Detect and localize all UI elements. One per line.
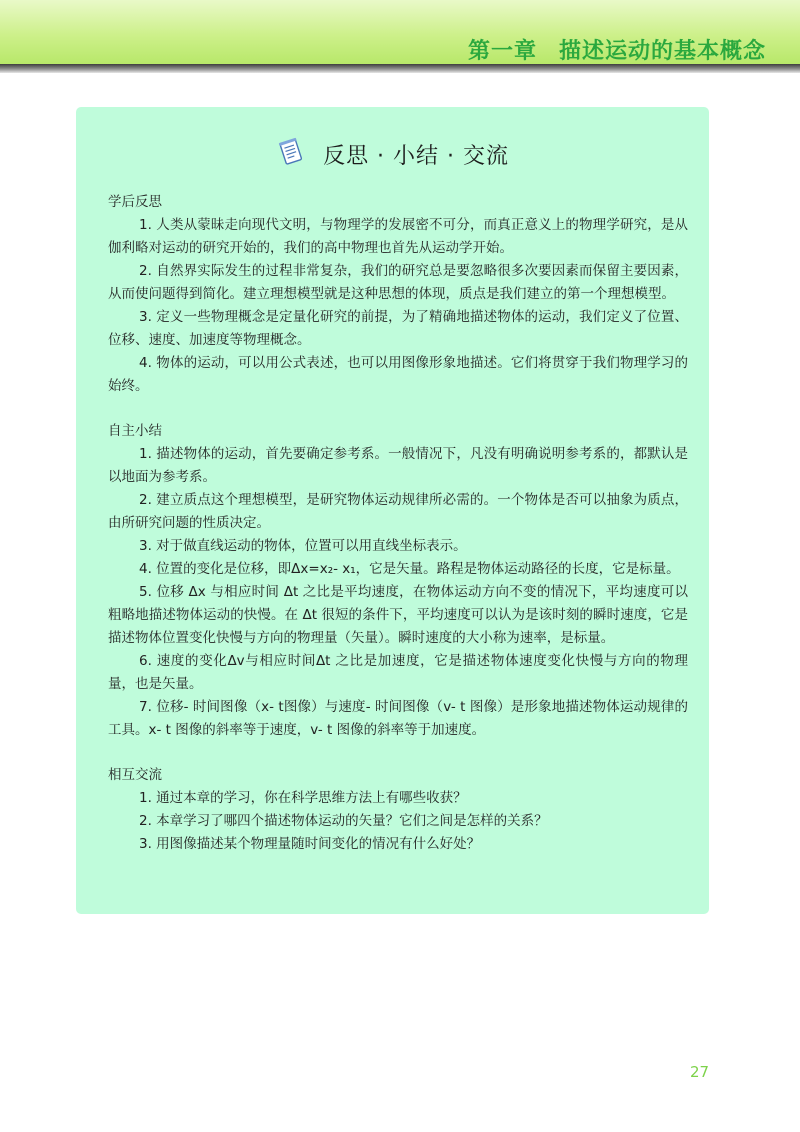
summary-paragraph: 3. 对于做直线运动的物体，位置可以用直线坐标表示。 [139, 538, 467, 554]
panel-title: 反思 · 小结 · 交流 [323, 143, 510, 169]
summary-paragraph: 1. 描述物体的运动，首先要确定参考系。一般情况下，凡没有明确说明参考系的，都默认是以地面为参考系。 [108, 446, 688, 485]
summary-paragraph: 4. 位置的变化是位移，即Δx=x₂- x₁，它是矢量。路程是物体运动路径的长度，它是标量。 [139, 561, 680, 577]
exchange-question: 1. 通过本章的学习，你在科学思维方法上有哪些收获？ [139, 790, 467, 806]
page-number: 27 [690, 1063, 710, 1081]
exchange-question: 3. 用图像描述某个物理量随时间变化的情况有什么好处？ [139, 836, 481, 852]
header-shadow-divider [0, 64, 800, 73]
notepad-icon [276, 137, 308, 171]
chapter-number: 第一章 [467, 39, 537, 64]
reflection-paragraph: 1. 人类从蒙昧走向现代文明，与物理学的发展密不可分，而真正意义上的物理学研究，是从伽利略对运动的研究开始的，我们的高中物理也首先从运动学开始。 [108, 217, 688, 256]
reflection-paragraph: 4. 物体的运动，可以用公式表述，也可以用图像形象地描述。它们将贯穿于我们物理学习的始终。 [108, 355, 688, 394]
reflection-paragraph: 2. 自然界实际发生的过程非常复杂，我们的研究总是要忽略很多次要因素而保留主要因素，从而使问题得到简化。建立理想模型就是这种思想的体现，质点是我们建立的第一个理想模型。 [108, 263, 688, 302]
summary-paragraph: 5. 位移 Δx 与相应时间 Δt 之比是平均速度，在物体运动方向不变的情况下，平均速度可以粗略地描述物体运动的快慢。在 Δt 很短的条件下，平均速度可以认为是该时刻的瞬时速度，它是描述物体位置变化快慢与方向的物理量（矢量）。瞬时速度的大小称为速率，是标量。 [108, 584, 688, 646]
summary-paragraph: 6. 速度的变化Δv与相应时间Δt 之比是加速度，它是描述物体速度变化快慢与方向的物理量，也是矢量。 [108, 653, 688, 692]
panel-content [108, 191, 688, 856]
panel-header [76, 137, 709, 171]
summary-paragraph: 7. 位移- 时间图像（x- t图像）与速度- 时间图像（v- t 图像）是形象地描述物体运动规律的工具。x- t 图像的斜率等于速度，v- t 图像的斜率等于加速度。 [108, 699, 688, 738]
section-title-reflection: 学后反思 [108, 194, 162, 210]
chapter-name: 描述运动的基本概念 [558, 39, 766, 64]
summary-paragraph: 2. 建立质点这个理想模型，是研究物体运动规律所必需的。一个物体是否可以抽象为质点，由所研究问题的性质决定。 [108, 492, 688, 531]
summary-panel [76, 107, 709, 914]
chapter-heading [468, 34, 766, 65]
reflection-paragraph: 3. 定义一些物理概念是定量化研究的前提，为了精确地描述物体的运动，我们定义了位置、位移、速度、加速度等物理概念。 [108, 309, 688, 348]
exchange-question: 2. 本章学习了哪四个描述物体运动的矢量？它们之间是怎样的关系？ [139, 813, 548, 829]
section-title-exchange: 相互交流 [108, 767, 162, 783]
section-title-summary: 自主小结 [108, 423, 162, 439]
